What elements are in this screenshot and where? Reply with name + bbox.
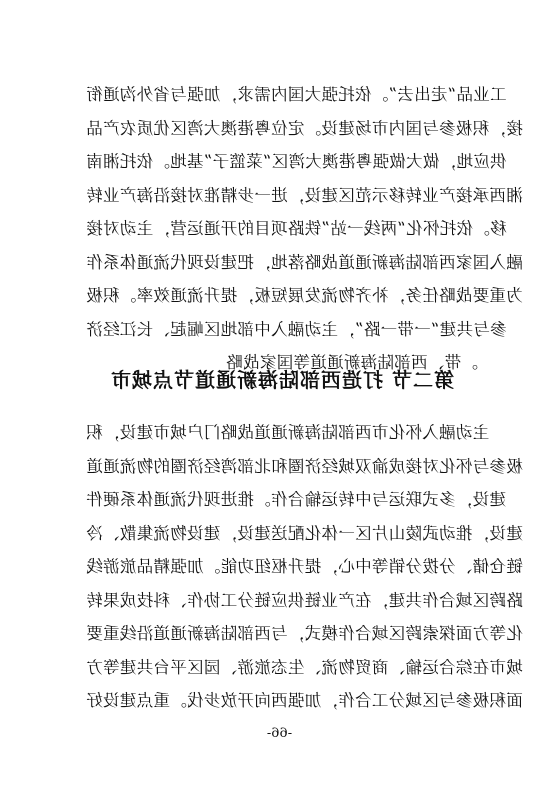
text-line: 极参与怀化对接成渝双城经济圈和北部湾经济圈的物流通道 <box>86 456 523 476</box>
text-line: 城市在综合运输、商贸物流、生态旅游、园区平台共建等方 <box>86 657 523 677</box>
text-line: 移。依托怀化“两线一站”铁路项目的开通运营，主动对接 <box>86 219 507 238</box>
text-line: 工业品“走出去”。依托强大国内需求，加强与省外沟通衔 <box>86 85 507 104</box>
text-line: 链仓储、分拨分销等中心，提升枢纽功能。加强精品旅游线 <box>86 557 523 576</box>
page-number: -66- <box>266 726 293 741</box>
text-line: 接，积极参与国内市场建设。定位粤港澳大湾区优质农产品 <box>86 118 523 138</box>
text-line: 建设，多式联运与中转运输合作。推进现代流通体系硬件 <box>86 490 506 509</box>
section-heading: 第二节 打造西部陆海新通道节点城市 <box>110 368 454 392</box>
text-line: 参与共建“一带一路”，主动融入中部地区崛起、长江经济 <box>86 319 507 339</box>
text-line: 主动融入怀化市西部陆海新通道战略门户城市建设，积 <box>86 423 490 442</box>
text-line: 融入国家西部陆海新通道战略落地，把建设现代流通体系作 <box>86 252 523 272</box>
paragraph-2 <box>86 416 523 718</box>
text-line: 湘西承接产业转移示范区建设，进一步精准对接沿海产业转 <box>86 185 523 205</box>
text-line: 化等方面探索跨区域合作模式，与西部陆海新通道沿线重要 <box>86 624 523 643</box>
text-line: 为重要战略任务，补齐物流发展短板，提升流通效率。积极 <box>86 286 523 305</box>
text-line: 带、西部陆海新通道等国家战略。 <box>225 353 478 372</box>
paragraph-1 <box>86 78 523 380</box>
text-line: 建设，推动武陵山片区一体化配送建设，建设物流集散、冷 <box>86 523 523 543</box>
text-line: 面积极参与区域分工合作，加强西向开放步伐。重点建设好 <box>86 691 523 710</box>
text-line: 供应地，做大做强粤港澳大湾区“菜篮子”基地。依托湘南 <box>86 152 507 171</box>
text-line: 路跨区域合作共建，在产业链供应链分工协作、科技成果转 <box>86 590 523 610</box>
